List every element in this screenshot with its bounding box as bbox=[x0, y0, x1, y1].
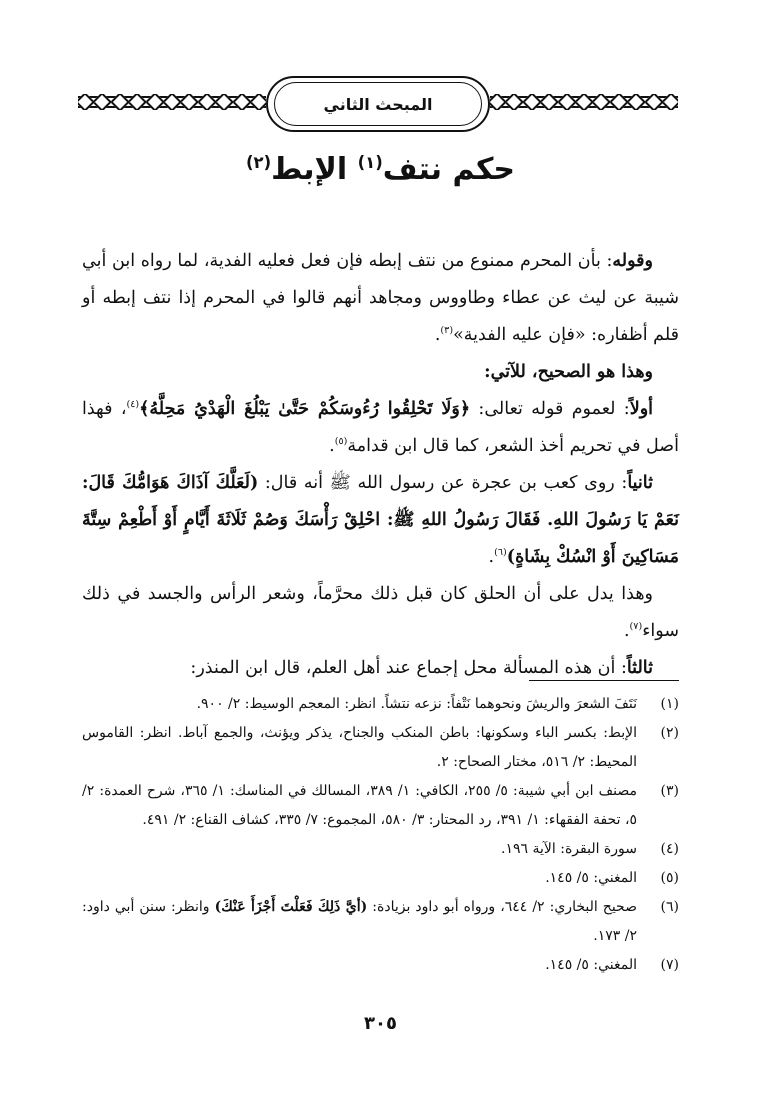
footnote-text: المغني: ٥/ ١٤٥. bbox=[545, 957, 637, 973]
punctuation: . bbox=[488, 547, 495, 567]
ornament-band-right bbox=[490, 94, 678, 110]
paragraph-3 bbox=[82, 391, 679, 465]
footnote-text: سورة البقرة: الآية ١٩٦. bbox=[501, 841, 637, 857]
footnote-number: (٥) bbox=[660, 870, 679, 886]
paragraph-1 bbox=[82, 243, 679, 354]
page-number: ٣٠٥ bbox=[364, 1013, 397, 1034]
paragraph-2 bbox=[82, 354, 679, 391]
paragraph-lead: أولاً bbox=[629, 399, 654, 419]
footnote-number: (٤) bbox=[660, 841, 679, 857]
footnotes bbox=[82, 690, 679, 980]
footnote-text-part: وانظر: سنن أبي داود: ٢/ ١٧٣. bbox=[82, 899, 637, 944]
paragraph-text: : بأن المحرم ممنوع من نتف إبطه فإن فعل فعليه الفدية، لما رواه ابن أبي شيبة عن ليث عن عطاء وطاووس ومجاهد أنهم قالوا في المحرم إذا نتف إبطه أو قلم أظفاره: «فإن عليه الفدية» bbox=[82, 251, 679, 345]
footnote-text-part: صحيح البخاري: ٢/ ٦٤٤، ورواه أبو داود بزيادة: bbox=[367, 899, 637, 915]
paragraph-6 bbox=[82, 650, 679, 687]
footnote bbox=[82, 893, 679, 951]
footnote-text: المغني: ٥/ ١٤٥. bbox=[545, 870, 637, 886]
footnote bbox=[82, 835, 679, 864]
paragraph-text: وهذا يدل على أن الحلق كان قبل ذلك محرَّماً، وشعر الرأس والجسد في ذلك سواء bbox=[82, 584, 679, 641]
paragraph-4 bbox=[82, 465, 679, 576]
footnote-ref-3: (٣) bbox=[440, 325, 454, 337]
footnote bbox=[82, 690, 679, 719]
footnote-text bbox=[82, 893, 637, 951]
footnote-number: (١) bbox=[660, 696, 679, 712]
footnote bbox=[82, 719, 679, 777]
paragraph-5 bbox=[82, 576, 679, 650]
footnote-text: مصنف ابن أبي شيبة: ٥/ ٢٥٥، الكافي: ١/ ٣٨٩، المسالك في المناسك: ١/ ٣٦٥، شرح العمدة: ٢/ ٥، تحفة الفقهاء: ١/ ٣٩١، رد المحتار: ٣/ ٥٨٠، المجموع: ٧/ ٣٣٥، كشاف القناع: ٢/ ٤٩١. bbox=[82, 783, 637, 828]
footnote-text: نَتَفَ الشعرَ والريشَ ونحوهما نَتْفاً: نزعه نتشاً. انظر: المعجم الوسيط: ٢/ ٩٠٠. bbox=[196, 696, 637, 712]
footnote-ref-1: (١) bbox=[357, 153, 383, 172]
paragraph-lead: وقوله bbox=[612, 251, 653, 271]
footnote-number: (٢) bbox=[660, 725, 679, 741]
footnote bbox=[82, 864, 679, 893]
punctuation: . bbox=[434, 325, 441, 345]
section-label-frame bbox=[266, 76, 490, 132]
section-label: المبحث الثاني bbox=[323, 94, 433, 114]
ornament-band-left bbox=[78, 94, 266, 110]
hadith-quote: (لَعَلَّكَ آذَاكَ هَوَامُّكَ قَالَ: نَعَمْ يَا رَسُولَ اللهِ. فَقَالَ رَسُولُ اللهِ ﷺ: احْلِقْ رَأْسَكَ وَصُمْ ثَلَاثَةَ أَيَّامٍ أَوْ أَطْعِمْ سِتَّةَ مَسَاكِينَ أَوْ انْسُكْ بِشَاةٍ) bbox=[82, 473, 679, 567]
paragraph-lead: ثالثاً bbox=[626, 658, 653, 678]
paragraph-text: ، فهذا أصل في تحريم أخذ الشعر، كما قال ابن قدامة bbox=[82, 399, 679, 456]
hadith-quote: (أيَّ ذَلِكَ فَعَلْتَ أَجْزَأَ عَنْكَ) bbox=[214, 899, 368, 915]
chapter-title-part1: حكم نتف bbox=[382, 152, 516, 187]
section-header bbox=[78, 70, 678, 140]
footnote-number: (٧) bbox=[660, 957, 679, 973]
punctuation: . bbox=[329, 436, 335, 456]
footnote-number: (٦) bbox=[660, 899, 679, 915]
body-text bbox=[82, 243, 679, 687]
paragraph-text: : روى كعب بن عجرة عن رسول الله ﷺ أنه قال: bbox=[258, 473, 628, 493]
footnote-separator bbox=[529, 680, 679, 681]
footnote-ref-2: (٢) bbox=[245, 153, 272, 172]
footnote-ref-7: (٧) bbox=[629, 621, 643, 633]
footnote bbox=[82, 777, 679, 835]
punctuation: . bbox=[623, 621, 630, 641]
quran-verse: ﴿وَلَا تَحْلِقُوا رُءُوسَكُمْ حَتَّىٰ يَبْلُغَ الْهَدْيُ مَحِلَّهُ﴾ bbox=[139, 399, 471, 419]
chapter-title bbox=[0, 152, 761, 187]
paragraph-lead: ثانياً bbox=[627, 473, 653, 493]
paragraph-text: : أن هذه المسألة محل إجماع عند أهل العلم، قال ابن المنذر: bbox=[190, 658, 627, 678]
footnote-ref-4: (٤) bbox=[126, 399, 140, 411]
paragraph-text: : لعموم قوله تعالى: bbox=[470, 399, 630, 419]
footnote-text: الإبط: بكسر الباء وسكونها: باطن المنكب والجناح، يذكر ويؤنث، والجمع آباط. انظر: القاموس المحيط: ٢/ ٥١٦، مختار الصحاح: ٢. bbox=[82, 725, 637, 770]
footnote-ref-6: (٦) bbox=[494, 547, 507, 559]
footnote-number: (٣) bbox=[660, 783, 679, 799]
footnote bbox=[82, 951, 679, 980]
paragraph-text: وهذا هو الصحيح، للآتي: bbox=[484, 362, 653, 382]
footnote-ref-5: (٥) bbox=[334, 436, 348, 448]
chapter-title-part2: الإبط bbox=[271, 152, 358, 187]
